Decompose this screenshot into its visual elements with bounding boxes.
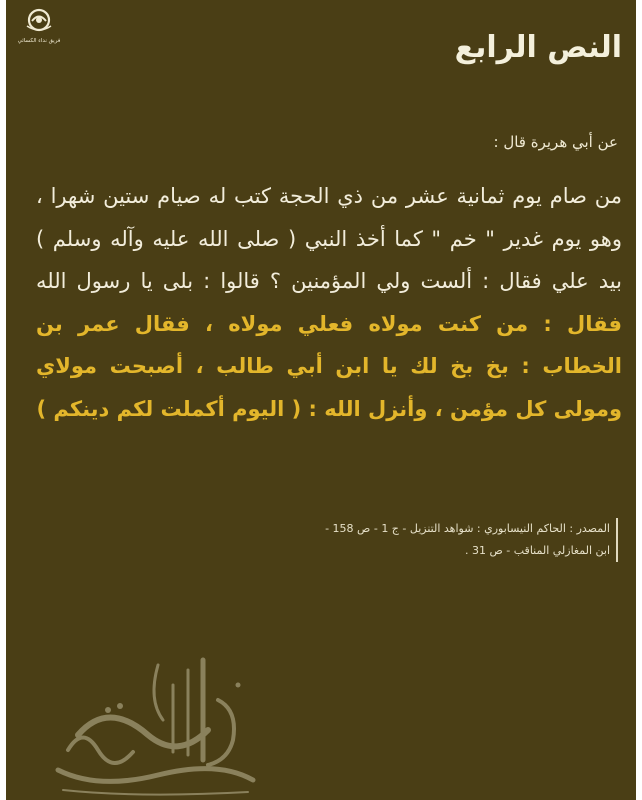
hadith-text-regular: من صام يوم ثمانية عشر من ذي الحجة كتب له صيام ستين شهرا ، وهو يوم غدير " خم " كما أخذ النبي ( صلى الله عليه وآله وسلم ) بيد علي فقال : ألست ولي المؤمنين ؟ قالوا : بلى يا رسول الله (36, 184, 622, 293)
page-title: النص الرابع (454, 30, 622, 65)
narrator-line: عن أبي هريرة قال : (493, 133, 618, 151)
team-logo (10, 8, 68, 52)
calligraphy-watermark-icon (38, 640, 268, 800)
source-citation (325, 518, 618, 562)
source-line-1: المصدر : الحاكم النيسابوري : شواهد التنزيل - ج 1 - ص 158 - (325, 522, 610, 535)
right-border (636, 0, 642, 800)
logo-caption: فريق نداء الكسائي (17, 38, 61, 44)
source-line-2: ابن المغازلي المناقب - ص 31 . (465, 544, 610, 557)
left-border (0, 0, 6, 800)
hadith-text-highlight: فقال : من كنت مولاه فعلي مولاه ، فقال عمر بن الخطاب : بخ بخ لك يا ابن أبي طالب ، أصبحت مولاي ومولى كل مؤمن ، وأنزل الله : ( اليوم أكملت لكم دينكم ) (36, 311, 622, 421)
hadith-text (36, 175, 622, 430)
logo-emblem-icon (24, 8, 54, 32)
